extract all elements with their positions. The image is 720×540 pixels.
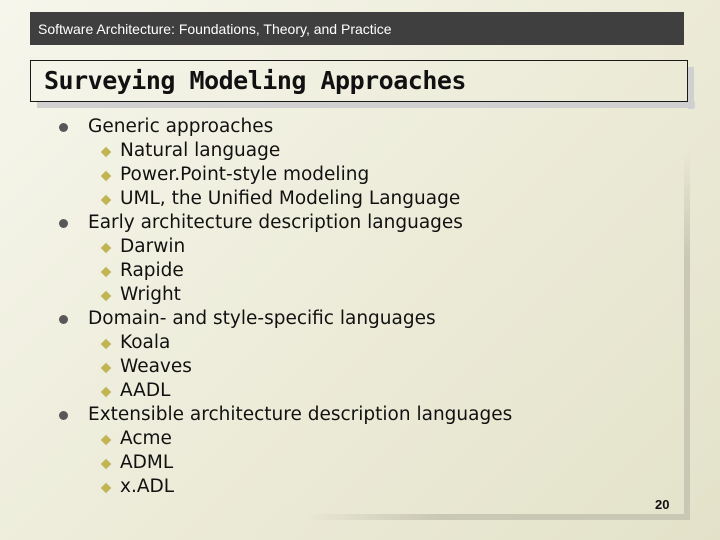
list-subitem xyxy=(0,475,690,499)
subitem-label: Koala xyxy=(120,332,171,353)
bullet-diamond-icon xyxy=(101,459,112,470)
bullet-dot-icon xyxy=(59,219,68,228)
bullet-diamond-icon xyxy=(101,339,112,350)
bullet-diamond-icon xyxy=(101,363,112,374)
header-title: Software Architecture: Foundations, Theory, and Practice xyxy=(38,20,392,37)
title-shadow-bottom xyxy=(37,102,695,108)
slide-title-frame xyxy=(30,60,688,102)
list-subitem xyxy=(0,355,690,379)
subitem-label: Darwin xyxy=(120,236,186,257)
bullet-dot-icon xyxy=(59,315,68,324)
subitem-label: Rapide xyxy=(120,260,184,281)
list-subitem xyxy=(0,163,690,187)
bullet-diamond-icon xyxy=(101,435,112,446)
bullet-list xyxy=(0,115,690,499)
list-item xyxy=(0,211,690,235)
list-subitem xyxy=(0,139,690,163)
list-item xyxy=(0,403,690,427)
bullet-diamond-icon xyxy=(101,195,112,206)
subitem-label: AADL xyxy=(120,380,171,401)
subitem-label: Weaves xyxy=(120,356,192,377)
bullet-dot-icon xyxy=(59,411,68,420)
bullet-diamond-icon xyxy=(101,387,112,398)
subitem-label: Wright xyxy=(120,284,181,305)
subitem-label: Acme xyxy=(120,428,172,449)
subitem-label: ADML xyxy=(120,452,174,473)
list-subitem xyxy=(0,283,690,307)
subitem-label: x.ADL xyxy=(120,476,175,497)
bullet-dot-icon xyxy=(59,123,68,132)
decorative-edge-vertical xyxy=(684,150,690,520)
subitem-label: UML, the Unified Modeling Language xyxy=(120,188,461,209)
list-subitem xyxy=(0,451,690,475)
list-item xyxy=(0,307,690,331)
decorative-edge-horizontal xyxy=(305,514,690,520)
section-label: Generic approaches xyxy=(88,116,274,137)
section-label: Early architecture description languages xyxy=(88,212,463,233)
subitem-label: Power.Point-style modeling xyxy=(120,164,370,185)
bullet-diamond-icon xyxy=(101,171,112,182)
list-item xyxy=(0,115,690,139)
bullet-diamond-icon xyxy=(101,291,112,302)
bullet-diamond-icon xyxy=(101,243,112,254)
list-subitem xyxy=(0,187,690,211)
list-subitem xyxy=(0,379,690,403)
list-subitem xyxy=(0,331,690,355)
bullet-diamond-icon xyxy=(101,267,112,278)
subitem-label: Natural language xyxy=(120,140,281,161)
page-number: 20 xyxy=(655,497,670,512)
header-bar xyxy=(30,12,684,45)
bullet-diamond-icon xyxy=(101,483,112,494)
section-label: Extensible architecture description languages xyxy=(88,404,513,425)
list-subitem xyxy=(0,259,690,283)
list-subitem xyxy=(0,427,690,451)
bullet-diamond-icon xyxy=(101,147,112,158)
list-subitem xyxy=(0,235,690,259)
slide-title: Surveying Modeling Approaches xyxy=(44,66,466,95)
section-label: Domain- and style-specific languages xyxy=(88,308,436,329)
